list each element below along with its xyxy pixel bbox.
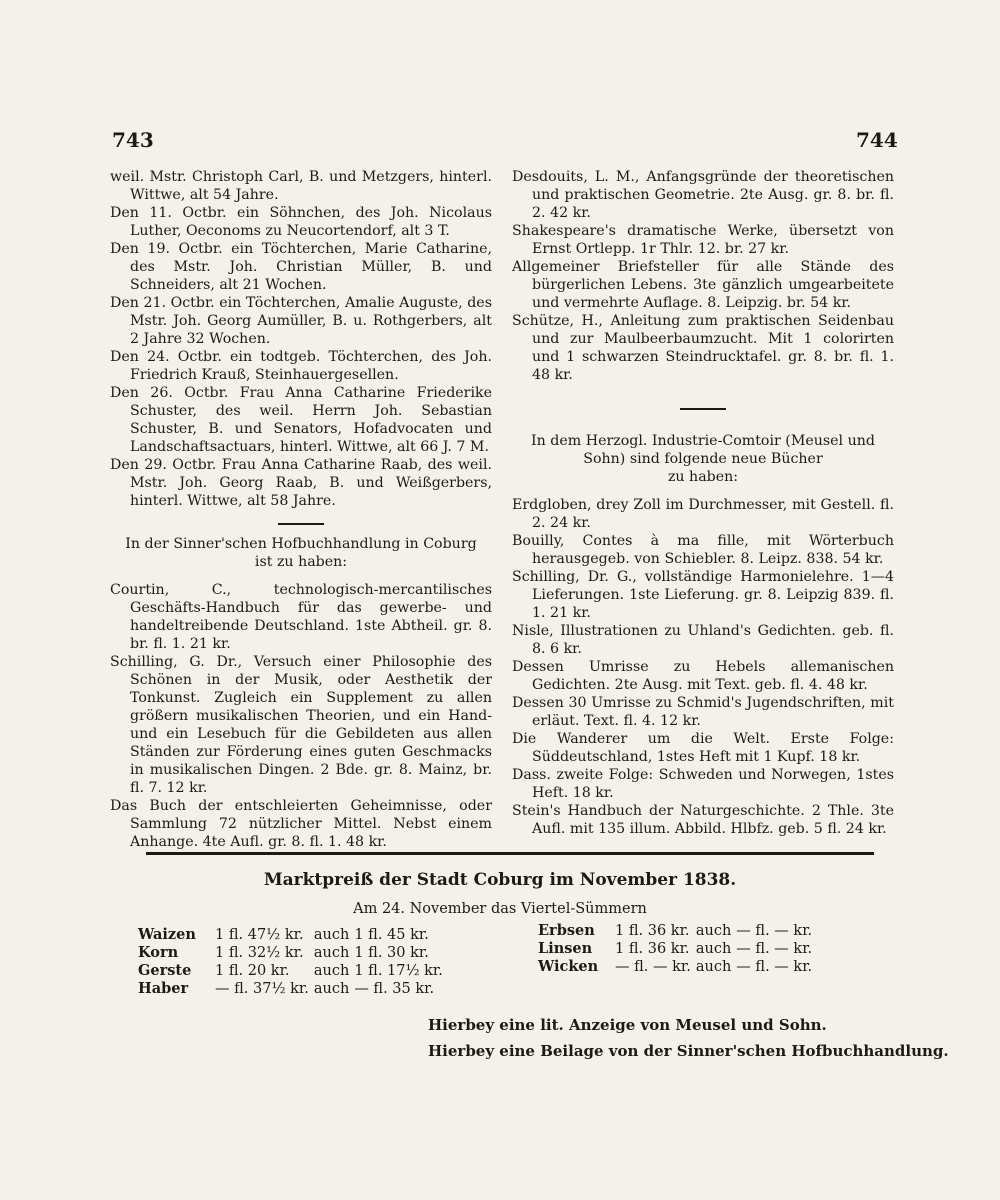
price-low: 1 fl. 45 kr. (354, 927, 429, 943)
price-high: — fl. 37½ kr. (215, 981, 309, 997)
price-high: — fl. — kr. (615, 959, 691, 975)
book-listing: Courtin, C., technologisch-mercantilisches Geschäfts-Handbuch für das gewerbe- und handeltreibende Deutschland. 1ste Abtheil. gr. 8. br. fl. 1. 21 kr. (110, 582, 492, 652)
death-notice: Den 26. Octbr. Frau Anna Catharine Friederike Schuster, des weil. Herrn Joh. Sebastian Schuster, B. und Senators, Hofadvocaten und Landschaftsactuars, hinterl. Wittwe, alt 66 J. 7 M. (110, 385, 492, 455)
book-listing: Stein's Handbuch der Naturgeschichte. 2 Thle. 3te Aufl. mit 135 illum. Abbild. Hlbfz. geb. 5 fl. 24 kr. (512, 803, 894, 837)
book-listing: Nisle, Illustrationen zu Uhland's Gedichten. geb. fl. 8. 6 kr. (512, 623, 894, 657)
price-row (538, 922, 817, 940)
price-low: 1 fl. 30 kr. (354, 945, 429, 961)
price-row (138, 962, 448, 980)
grain-price-table-left (138, 926, 448, 998)
price-separator: auch (695, 959, 732, 975)
left-column (110, 168, 492, 851)
death-notice: Den 29. Octbr. Frau Anna Catharine Raab, des weil. Mstr. Joh. Georg Raab, B. und Weißgerbers, hinterl. Wittwe, alt 58 Jahre. (110, 457, 492, 509)
book-listing: Dessen 30 Umrisse zu Schmid's Jugendschriften, mit erläut. Text. fl. 4. 12 kr. (512, 695, 894, 729)
price-high: 1 fl. 36 kr. (615, 941, 690, 957)
price-low: 1 fl. 17½ kr. (354, 963, 443, 979)
market-price-title: Marktpreiß der Stadt Coburg im November 1838. (263, 870, 737, 890)
price-low: — fl. 35 kr. (354, 981, 435, 997)
price-low: — fl. — kr. (736, 923, 813, 939)
grain-name: Wicken (538, 958, 599, 975)
comtoir-announcement-title: In dem Herzogl. Industrie-Comtoir (Meusel und Sohn) sind folgende neue Bücher (531, 433, 875, 467)
price-separator: auch (313, 981, 350, 997)
price-high: 1 fl. 47½ kr. (215, 927, 304, 943)
book-listing: Desdouits, L. M., Anfangsgründe der theoretischen und praktischen Geometrie. 2te Ausg. gr. 8. br. fl. 2. 42 kr. (512, 169, 894, 221)
grain-name: Erbsen (538, 922, 595, 939)
price-row (138, 926, 448, 944)
price-low: — fl. — kr. (736, 959, 813, 975)
market-price-date: Am 24. November das Viertel-Sümmern (353, 901, 647, 917)
bookshop-announcement-title: In der Sinner'schen Hofbuchhandlung in Coburg (125, 536, 477, 552)
book-listing: Schütze, H., Anleitung zum praktischen Seidenbau und zur Maulbeerbaumzucht. Mit 1 colorirten und 1 schwarzen Steindrucktafel. gr. 8. br. fl. 1. 48 kr. (512, 313, 894, 383)
price-separator: auch (695, 941, 732, 957)
book-listing: Shakespeare's dramatische Werke, übersetzt von Ernst Ortlepp. 1r Thlr. 12. br. 27 kr. (512, 223, 894, 257)
death-notice: Den 11. Octbr. ein Söhnchen, des Joh. Nicolaus Luther, Oeconoms zu Neucortendorf, alt 3 T. (110, 205, 492, 239)
grain-name: Waizen (138, 926, 196, 943)
grain-price-table-right (538, 922, 817, 976)
death-notice: weil. Mstr. Christoph Carl, B. und Metzgers, hinterl. Wittwe, alt 54 Jahre. (110, 169, 492, 203)
price-separator: auch (695, 923, 732, 939)
book-listing: Bouilly, Contes à ma fille, mit Wörterbuch herausgegeb. von Schiebler. 8. Leipz. 838. 54 kr. (512, 533, 894, 567)
section-divider (278, 523, 324, 525)
section-divider (680, 408, 726, 410)
price-separator: auch (313, 927, 350, 943)
grain-name: Korn (138, 944, 179, 961)
price-separator: auch (313, 963, 350, 979)
price-separator: auch (313, 945, 350, 961)
book-listing: Das Buch der entschleierten Geheimnisse, oder Sammlung 72 nützlicher Mittel. Nebst einem Anhange. 4te Aufl. gr. 8. fl. 1. 48 kr. (110, 798, 492, 850)
supplement-note: Hierbey eine lit. Anzeige von Meusel und Sohn. (428, 1016, 827, 1034)
price-high: 1 fl. 36 kr. (615, 923, 690, 939)
price-row (138, 980, 448, 998)
price-high: 1 fl. 32½ kr. (215, 945, 304, 961)
price-row (138, 944, 448, 962)
comtoir-announcement-subtitle: zu haben: (667, 469, 739, 485)
book-listing: Dessen Umrisse zu Hebels allemanischen Gedichten. 2te Ausg. mit Text. geb. fl. 4. 48 kr. (512, 659, 894, 693)
death-notice: Den 21. Octbr. ein Töchterchen, Amalie Auguste, des Mstr. Joh. Georg Aumüller, B. u. Rothgerbers, alt 2 Jahre 32 Wochen. (110, 295, 492, 347)
page-number-right: 744 (856, 128, 898, 152)
right-column (512, 168, 894, 838)
death-notice: Den 24. Octbr. ein todtgeb. Töchterchen, des Joh. Friedrich Krauß, Steinhauergesellen. (110, 349, 492, 383)
book-listing: Dass. zweite Folge: Schweden und Norwegen, 1stes Heft. 18 kr. (512, 767, 894, 801)
book-listing: Erdgloben, drey Zoll im Durchmesser, mit Gestell. fl. 2. 24 kr. (512, 497, 894, 531)
book-listing: Schilling, Dr. G., vollständige Harmonielehre. 1—4 Lieferungen. 1ste Lieferung. gr. 8. Leipzig 839. fl. 1. 21 kr. (512, 569, 894, 621)
supplement-note: Hierbey eine Beilage von der Sinner'schen Hofbuchhandlung. (428, 1042, 949, 1060)
market-divider (146, 852, 874, 855)
book-listing: Die Wanderer um die Welt. Erste Folge: Süddeutschland, 1stes Heft mit 1 Kupf. 18 kr. (512, 731, 894, 765)
page-number-left: 743 (112, 128, 154, 152)
bookshop-announcement-subtitle: ist zu haben: (254, 554, 348, 570)
grain-name: Gerste (138, 962, 192, 979)
book-listing: Allgemeiner Briefsteller für alle Stände des bürgerlichen Lebens. 3te gänzlich umgearbeitete und vermehrte Auflage. 8. Leipzig. br. 54 kr. (512, 259, 894, 311)
price-low: — fl. — kr. (736, 941, 813, 957)
grain-name: Haber (138, 980, 189, 997)
price-row (538, 958, 817, 976)
grain-name: Linsen (538, 940, 593, 957)
price-row (538, 940, 817, 958)
death-notice: Den 19. Octbr. ein Töchterchen, Marie Catharine, des Mstr. Joh. Christian Müller, B. und Schneiders, alt 21 Wochen. (110, 241, 492, 293)
book-listing: Schilling, G. Dr., Versuch einer Philosophie des Schönen in der Musik, oder Aesthetik der Tonkunst. Zugleich ein Supplement zu allen größern musikalischen Theorien, und ein Hand- und ein Lesebuch für die Gebildeten aus allen Ständen zur Förderung eines guten Geschmacks in musikalischen Dingen. 2 Bde. gr. 8. Mainz, br. fl. 7. 12 kr. (110, 654, 492, 796)
price-high: 1 fl. 20 kr. (215, 963, 290, 979)
